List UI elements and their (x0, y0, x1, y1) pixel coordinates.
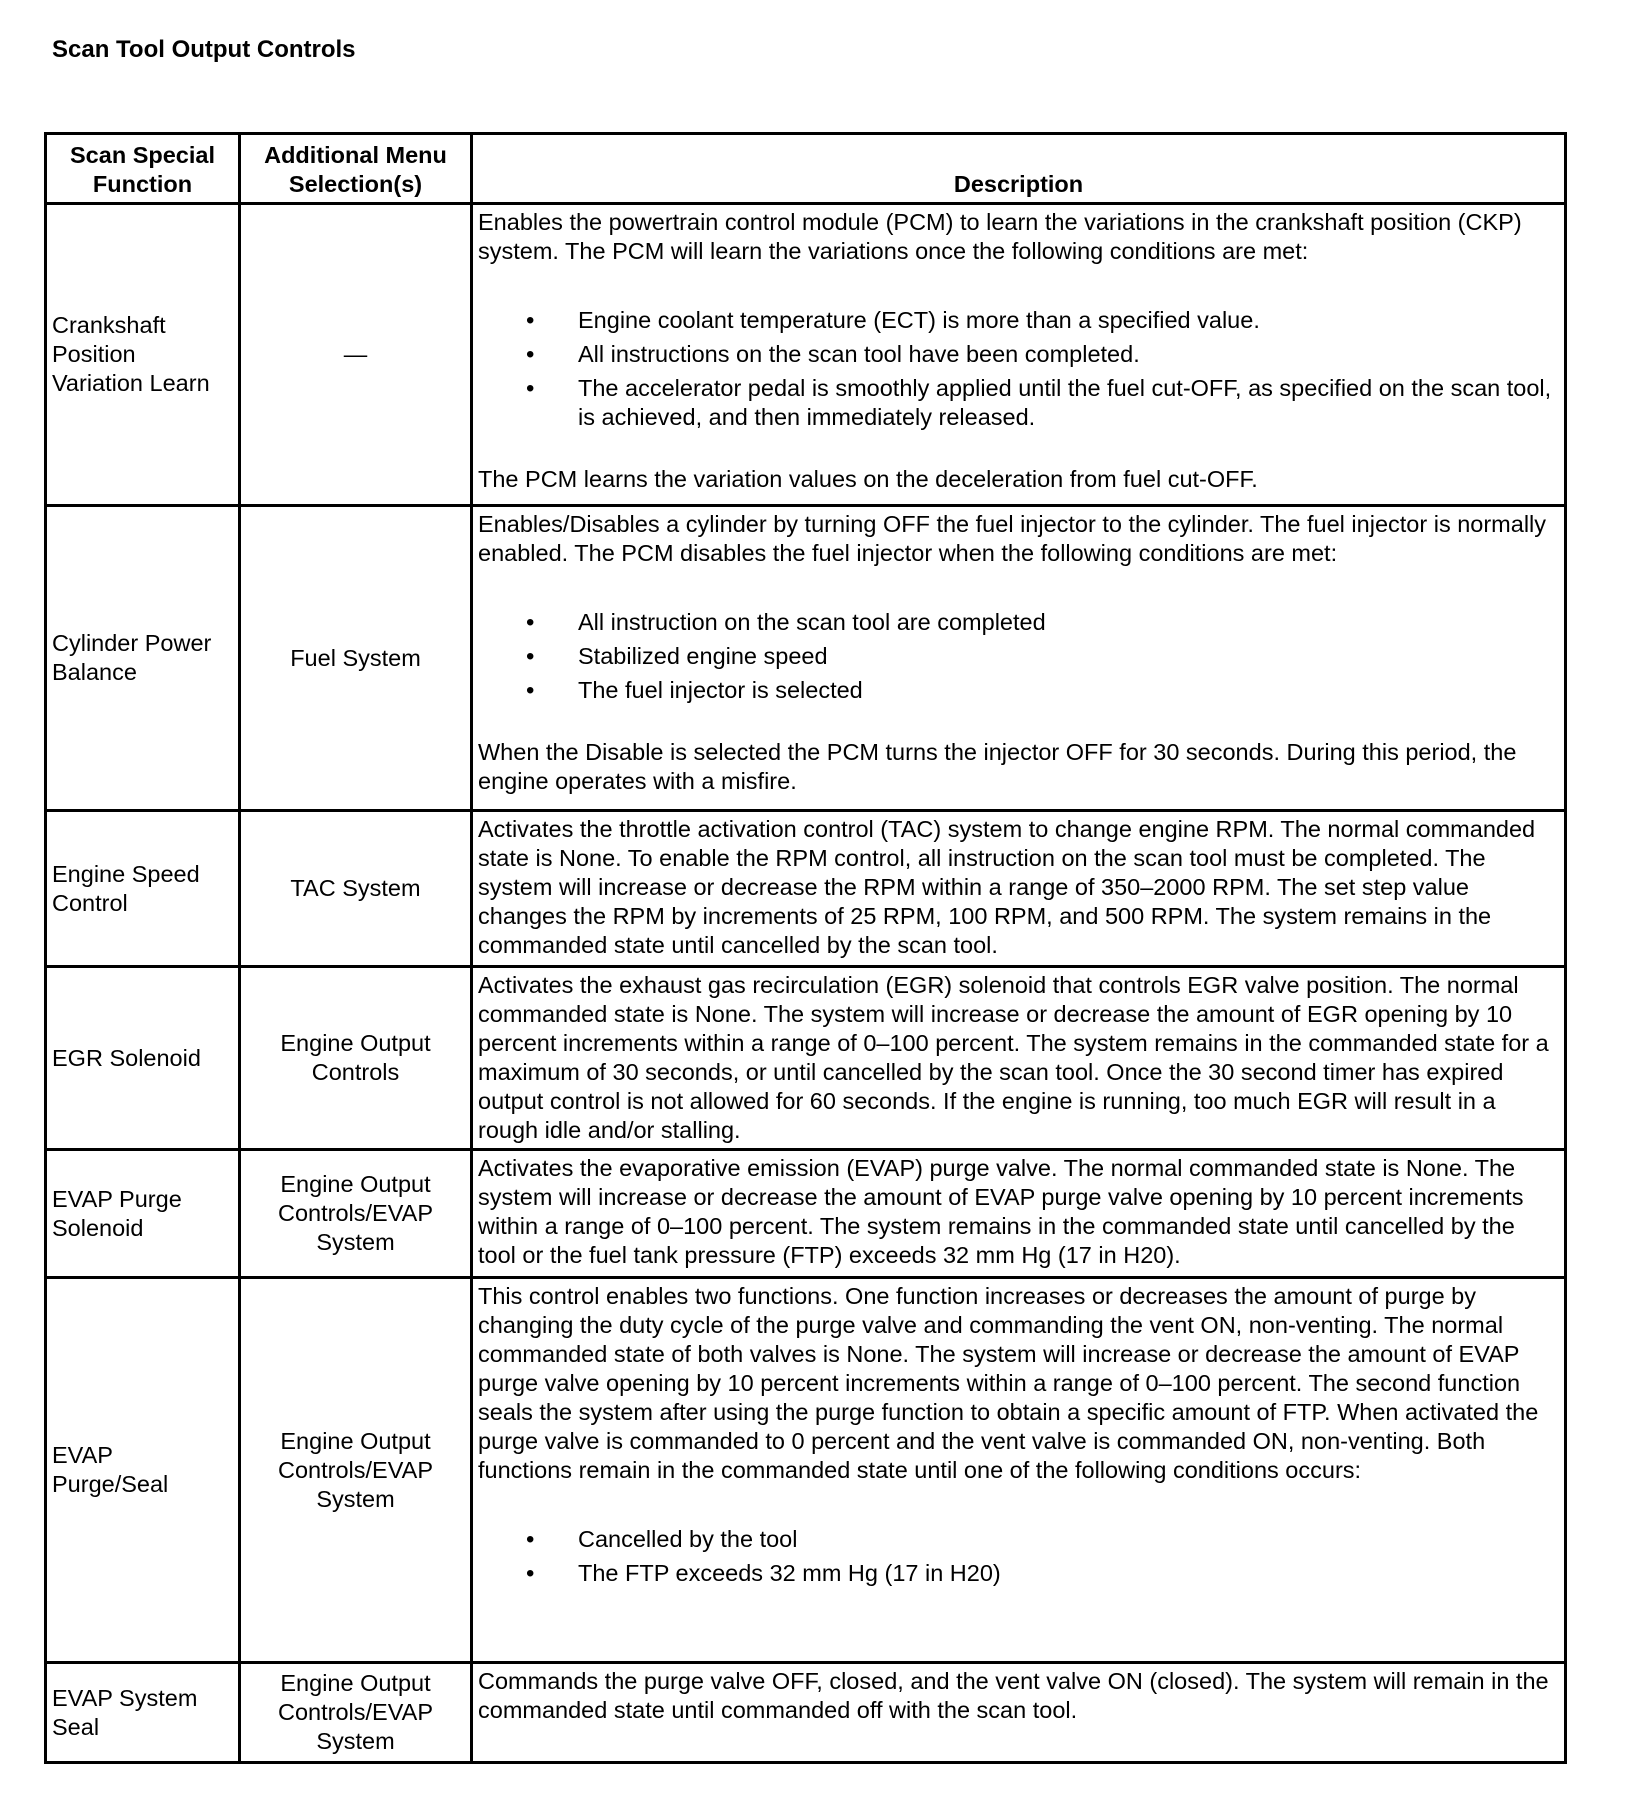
condition-item: • All instructions on the scan tool have been completed. (478, 340, 1559, 369)
description-intro: Commands the purge valve OFF, closed, and the vent valve ON (closed). The system will remain in the commanded state until commanded off with the scan tool. (478, 1668, 1549, 1723)
menu-cell: Engine Output Controls/EVAP System (240, 1663, 472, 1763)
table-row (46, 1150, 1566, 1278)
table-row (46, 1278, 1566, 1663)
condition-item: • The accelerator pedal is smoothly applied until the fuel cut-OFF, as specified on the scan tool, is achieved, and then immediately released. (478, 374, 1559, 432)
output-controls-table (44, 132, 1567, 1764)
table-row (46, 967, 1566, 1150)
description-cell (472, 967, 1566, 1150)
description-cell (472, 506, 1566, 811)
description-intro: Activates the evaporative emission (EVAP) purge valve. The normal commanded state is None. The system will increase or decrease the amount of EVAP purge valve opening by 10 percent increments within a range of 0–100 percent. The system remains in the commanded state until cancelled by the tool or the fuel tank pressure (FTP) exceeds 32 mm Hg (17 in H20). (478, 1155, 1524, 1268)
condition-list (478, 1525, 1559, 1588)
table-row (46, 811, 1566, 967)
description-outro: When the Disable is selected the PCM turns the injector OFF for 30 seconds. During this period, the engine operates with a misfire. (478, 739, 1517, 794)
condition-item: • The FTP exceeds 32 mm Hg (17 in H20) (478, 1559, 1559, 1588)
description-cell (472, 811, 1566, 967)
function-cell: EGR Solenoid (46, 967, 240, 1150)
menu-cell: Engine Output Controls/EVAP System (240, 1278, 472, 1663)
function-cell: Cylinder Power Balance (46, 506, 240, 811)
condition-item: • Stabilized engine speed (478, 642, 1559, 671)
page-title: Scan Tool Output Controls (52, 36, 356, 63)
description-cell (472, 1278, 1566, 1663)
description-intro: This control enables two functions. One function increases or decreases the amount of purge by changing the duty cycle of the purge valve and commanding the vent ON, non-venting. The normal commanded state of both valves is None. The system will increase or decrease the amount of EVAP purge valve opening by 10 percent increments within a range of 0–100 percent. The second function seals the system after using the purge function to obtain a specific amount of FTP. When activated the purge valve is commanded to 0 percent and the vent valve is commanded ON, non-venting. Both functions remain in the commanded state until one of the following conditions occurs: (478, 1283, 1539, 1483)
condition-list (478, 306, 1559, 432)
menu-cell: TAC System (240, 811, 472, 967)
condition-item: • The fuel injector is selected (478, 676, 1559, 705)
description-intro: Activates the exhaust gas recirculation (EGR) solenoid that controls EGR valve position. The normal commanded state is None. The system will increase or decrease the amount of EGR opening by 10 percent increments within a range of 0–100 percent. The system remains in the commanded state for a maximum of 30 seconds, or until cancelled by the scan tool. Once the 30 second timer has expired output control is not allowed for 60 seconds. If the engine is running, too much EGR will result in a rough idle and/or stalling. (478, 972, 1549, 1143)
menu-cell: Fuel System (240, 506, 472, 811)
description-cell (472, 1663, 1566, 1763)
description-outro: The PCM learns the variation values on the deceleration from fuel cut-OFF. (478, 466, 1258, 492)
menu-cell: Engine Output Controls (240, 967, 472, 1150)
description-intro: Enables the powertrain control module (PCM) to learn the variations in the crankshaft position (CKP) system. The PCM will learn the variations once the following conditions are met: (478, 209, 1522, 264)
description-cell (472, 1150, 1566, 1278)
table-row (46, 506, 1566, 811)
menu-cell: — (240, 204, 472, 506)
condition-item: • Engine coolant temperature (ECT) is more than a specified value. (478, 306, 1559, 335)
table-row (46, 204, 1566, 506)
description-intro: Activates the throttle activation control (TAC) system to change engine RPM. The normal commanded state is None. To enable the RPM control, all instruction on the scan tool must be completed. The system will increase or decrease the RPM within a range of 350–2000 RPM. The set step value changes the RPM by increments of 25 RPM, 100 RPM, and 500 RPM. The system remains in the commanded state until cancelled by the scan tool. (478, 816, 1536, 958)
description-cell (472, 204, 1566, 506)
table-header-row (46, 134, 1566, 204)
condition-list (478, 608, 1559, 705)
function-cell: Crankshaft Position Variation Learn (46, 204, 240, 506)
description-intro: Enables/Disables a cylinder by turning OFF the fuel injector to the cylinder. The fuel injector is normally enabled. The PCM disables the fuel injector when the following conditions are met: (478, 511, 1547, 566)
function-cell: EVAP Purge Solenoid (46, 1150, 240, 1278)
function-cell: Engine Speed Control (46, 811, 240, 967)
function-cell: EVAP System Seal (46, 1663, 240, 1763)
header-menu: Additional Menu Selection(s) (240, 134, 472, 204)
function-cell: EVAP Purge/Seal (46, 1278, 240, 1663)
header-function: Scan Special Function (46, 134, 240, 204)
condition-item: • Cancelled by the tool (478, 1525, 1559, 1554)
header-description: Description (472, 134, 1566, 204)
menu-cell: Engine Output Controls/EVAP System (240, 1150, 472, 1278)
condition-item: • All instruction on the scan tool are completed (478, 608, 1559, 637)
table-row (46, 1663, 1566, 1763)
